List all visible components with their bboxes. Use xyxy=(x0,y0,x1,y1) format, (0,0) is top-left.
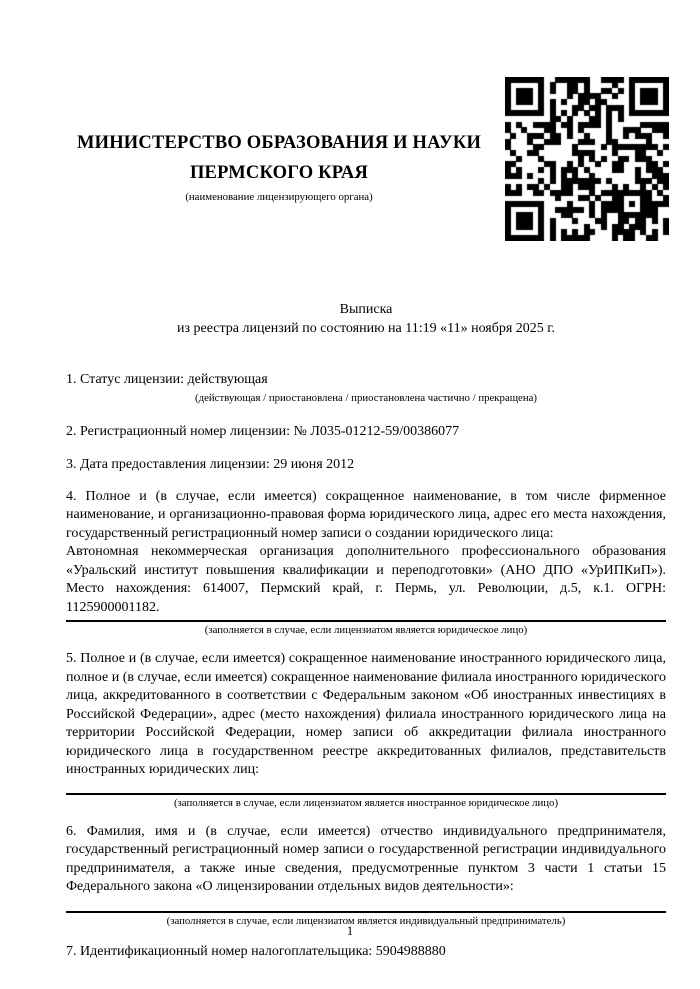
inn-line: 7. Идентификационный номер налогоплательщика: 5904988880 xyxy=(66,943,446,959)
authority-name-line2: ПЕРМСКОГО КРАЯ xyxy=(189,163,369,183)
page-number: 1 xyxy=(346,924,354,938)
authority-name-line1: МИНИСТЕРСТВО ОБРАЗОВАНИЯ И НАУКИ xyxy=(76,133,482,153)
foreign-entity-fill-line xyxy=(66,793,666,795)
foreign-entity-clause: 5. Полное и (в случае, если имеется) сокращенное наименование иностранного юридического лица, полное и (в случае, если имеется) сокращенное наименование филиала иностранного юридического лица, аккредитованного в соответствии с Федеральным законом «Об иностранных инвестициях в Российской Федерации», адрес (место нахождения) филиала иностранного юридического лица на территории Российской Федерации, номер записи об аккредитации филиала иностранного юридического лица в государственном реестре аккредитованных филиалов, представительств иностранных юридических лиц: xyxy=(66,651,666,777)
entrepreneur-fill-line xyxy=(66,911,666,913)
status-options-caption: (действующая / приостановлена / приостановлена частично / прекращена) xyxy=(195,391,537,404)
document-body xyxy=(66,301,666,961)
foreign-entity-caption: (заполняется в случае, если лицензиатом является иностранное юридическое лицо) xyxy=(173,796,559,809)
grant-date-line: 3. Дата предоставления лицензии: 29 июня 2012 xyxy=(66,457,355,472)
document-subtitle: из реестра лицензий по состоянию на 11:19 «11» ноября 2025 г. xyxy=(177,320,555,336)
legal-entity-clause: 4. Полное и (в случае, если имеется) сокращенное наименование, в том числе фирменное наименование, и организационно-правовая форма юридического лица, адрес его места нахождения, государственный регистрационный номер записи о создании юридического лица: xyxy=(66,488,666,541)
legal-entity-caption: (заполняется в случае, если лицензиатом является юридическое лицо) xyxy=(204,624,528,636)
issuing-authority-name xyxy=(66,128,492,188)
legal-entity-value: Автономная некоммерческая организация дополнительного профессионального образования «Уральский институт повышения квалификации и переподготовки» (АНО ДПО «УрИПКиП»). Место нахождения: 614007, Пермский край, г. Пермь, ул. Революции, д.5, к.1. ОГРН: 1125900001182. xyxy=(66,544,666,615)
document-title-block xyxy=(66,301,666,338)
status-line: 1. Статус лицензии: действующая xyxy=(66,372,268,387)
document-title: Выписка xyxy=(339,302,393,317)
entrepreneur-clause: 6. Фамилия, имя и (в случае, если имеется) отчество индивидуального предпринимателя, государственный регистрационный номер записи о государственной регистрации индивидуального предпринимателя, а также иные сведения, предусмотренные пунктом 3 части 1 статьи 15 Федерального закона «О лицензировании отдельных видов деятельности»: xyxy=(66,823,666,894)
entrepreneur-caption: (заполняется в случае, если лицензиатом является индивидуальный предприниматель) xyxy=(166,914,566,927)
qr-code-icon xyxy=(505,77,669,241)
legal-entity-fill-line xyxy=(66,620,666,622)
registration-number-line: 2. Регистрационный номер лицензии: № Л035-01212-59/00386077 xyxy=(66,423,460,439)
authority-caption: (наименование лицензирующего органа) xyxy=(185,191,373,203)
issuing-authority-header xyxy=(66,128,492,204)
